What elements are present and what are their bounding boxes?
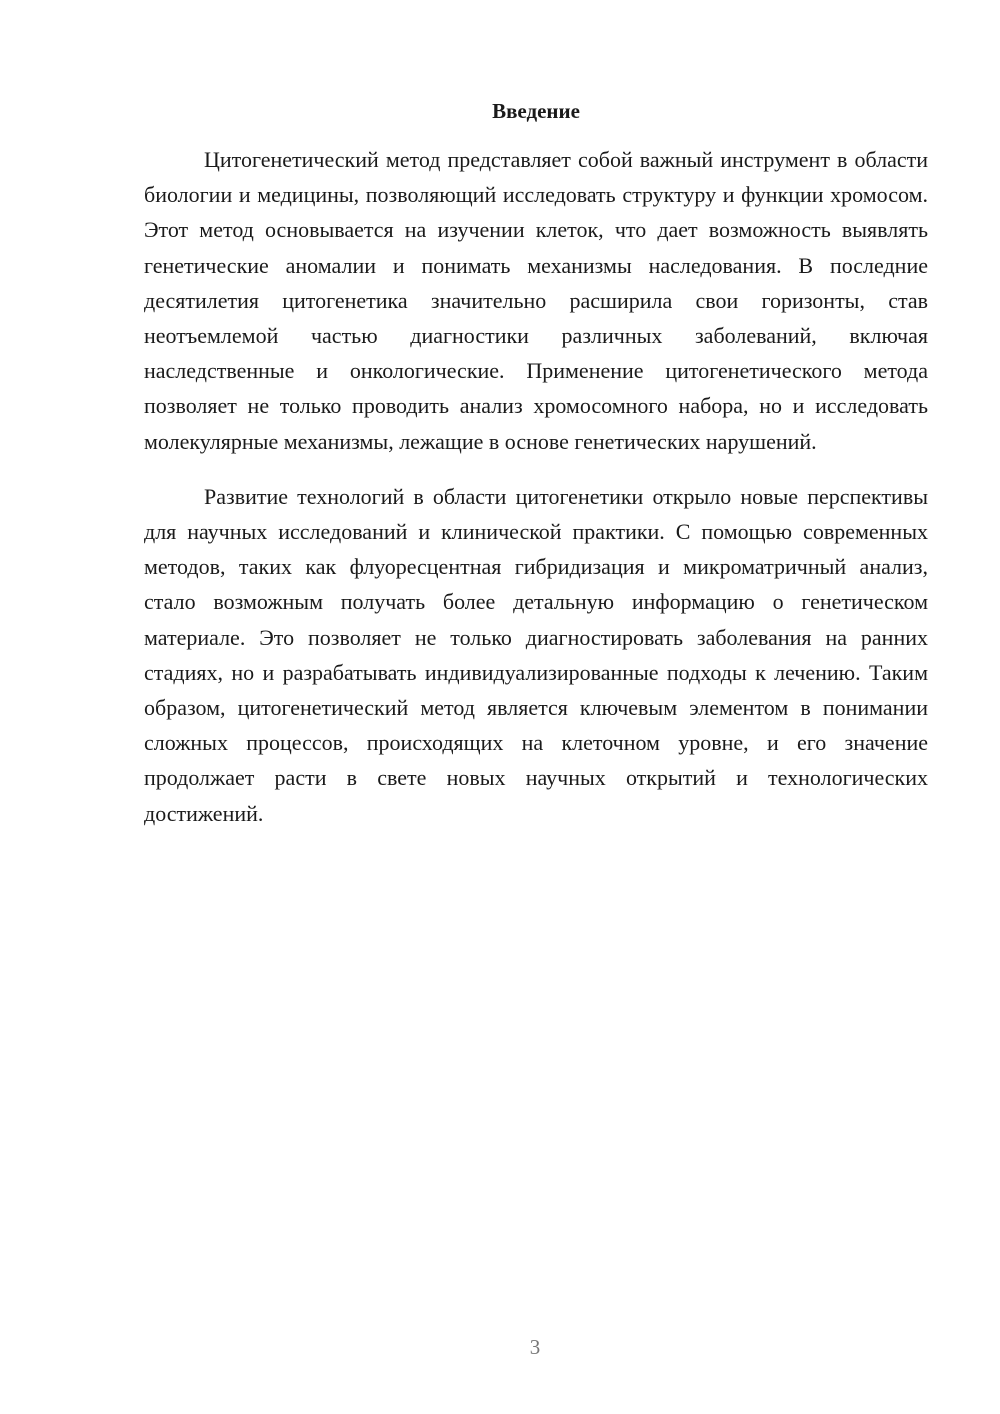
- body-text: [144, 142, 928, 831]
- section-heading: Введение: [492, 99, 580, 123]
- paragraph-1: Цитогенетический метод представляет собой важный инструмент в области биологии и медицины, позволяющий исследовать структуру и функции хромосом. Этот метод основывается на изучении клеток, что дает возможность выявлять генетические аномалии и понимать механизмы наследования. В последние десятилетия цитогенетика значительно расширила свои горизонты, став неотъемлемой частью диагностики различных заболеваний, включая наследственные и онкологические. Применение цитогенетического метода позволяет не только проводить анализ хромосомного набора, но и исследовать молекулярные механизмы, лежащие в основе генетических нарушений.: [144, 147, 928, 454]
- page-number: 3: [529, 1335, 541, 1359]
- paragraph-2: Развитие технологий в области цитогенетики открыло новые перспективы для научных исследований и клинической практики. С помощью современных методов, таких как флуоресцентная гибридизация и микроматричный анализ, стало возможным получать более детальную информацию о генетическом материале. Это позволяет не только диагностировать заболевания на ранних стадиях, но и разрабатывать индивидуализированные подходы к лечению. Таким образом, цитогенетический метод является ключевым элементом в понимании сложных процессов, происходящих на клеточном уровне, и его значение продолжает расти в свете новых научных открытий и технологических достижений.: [144, 483, 928, 826]
